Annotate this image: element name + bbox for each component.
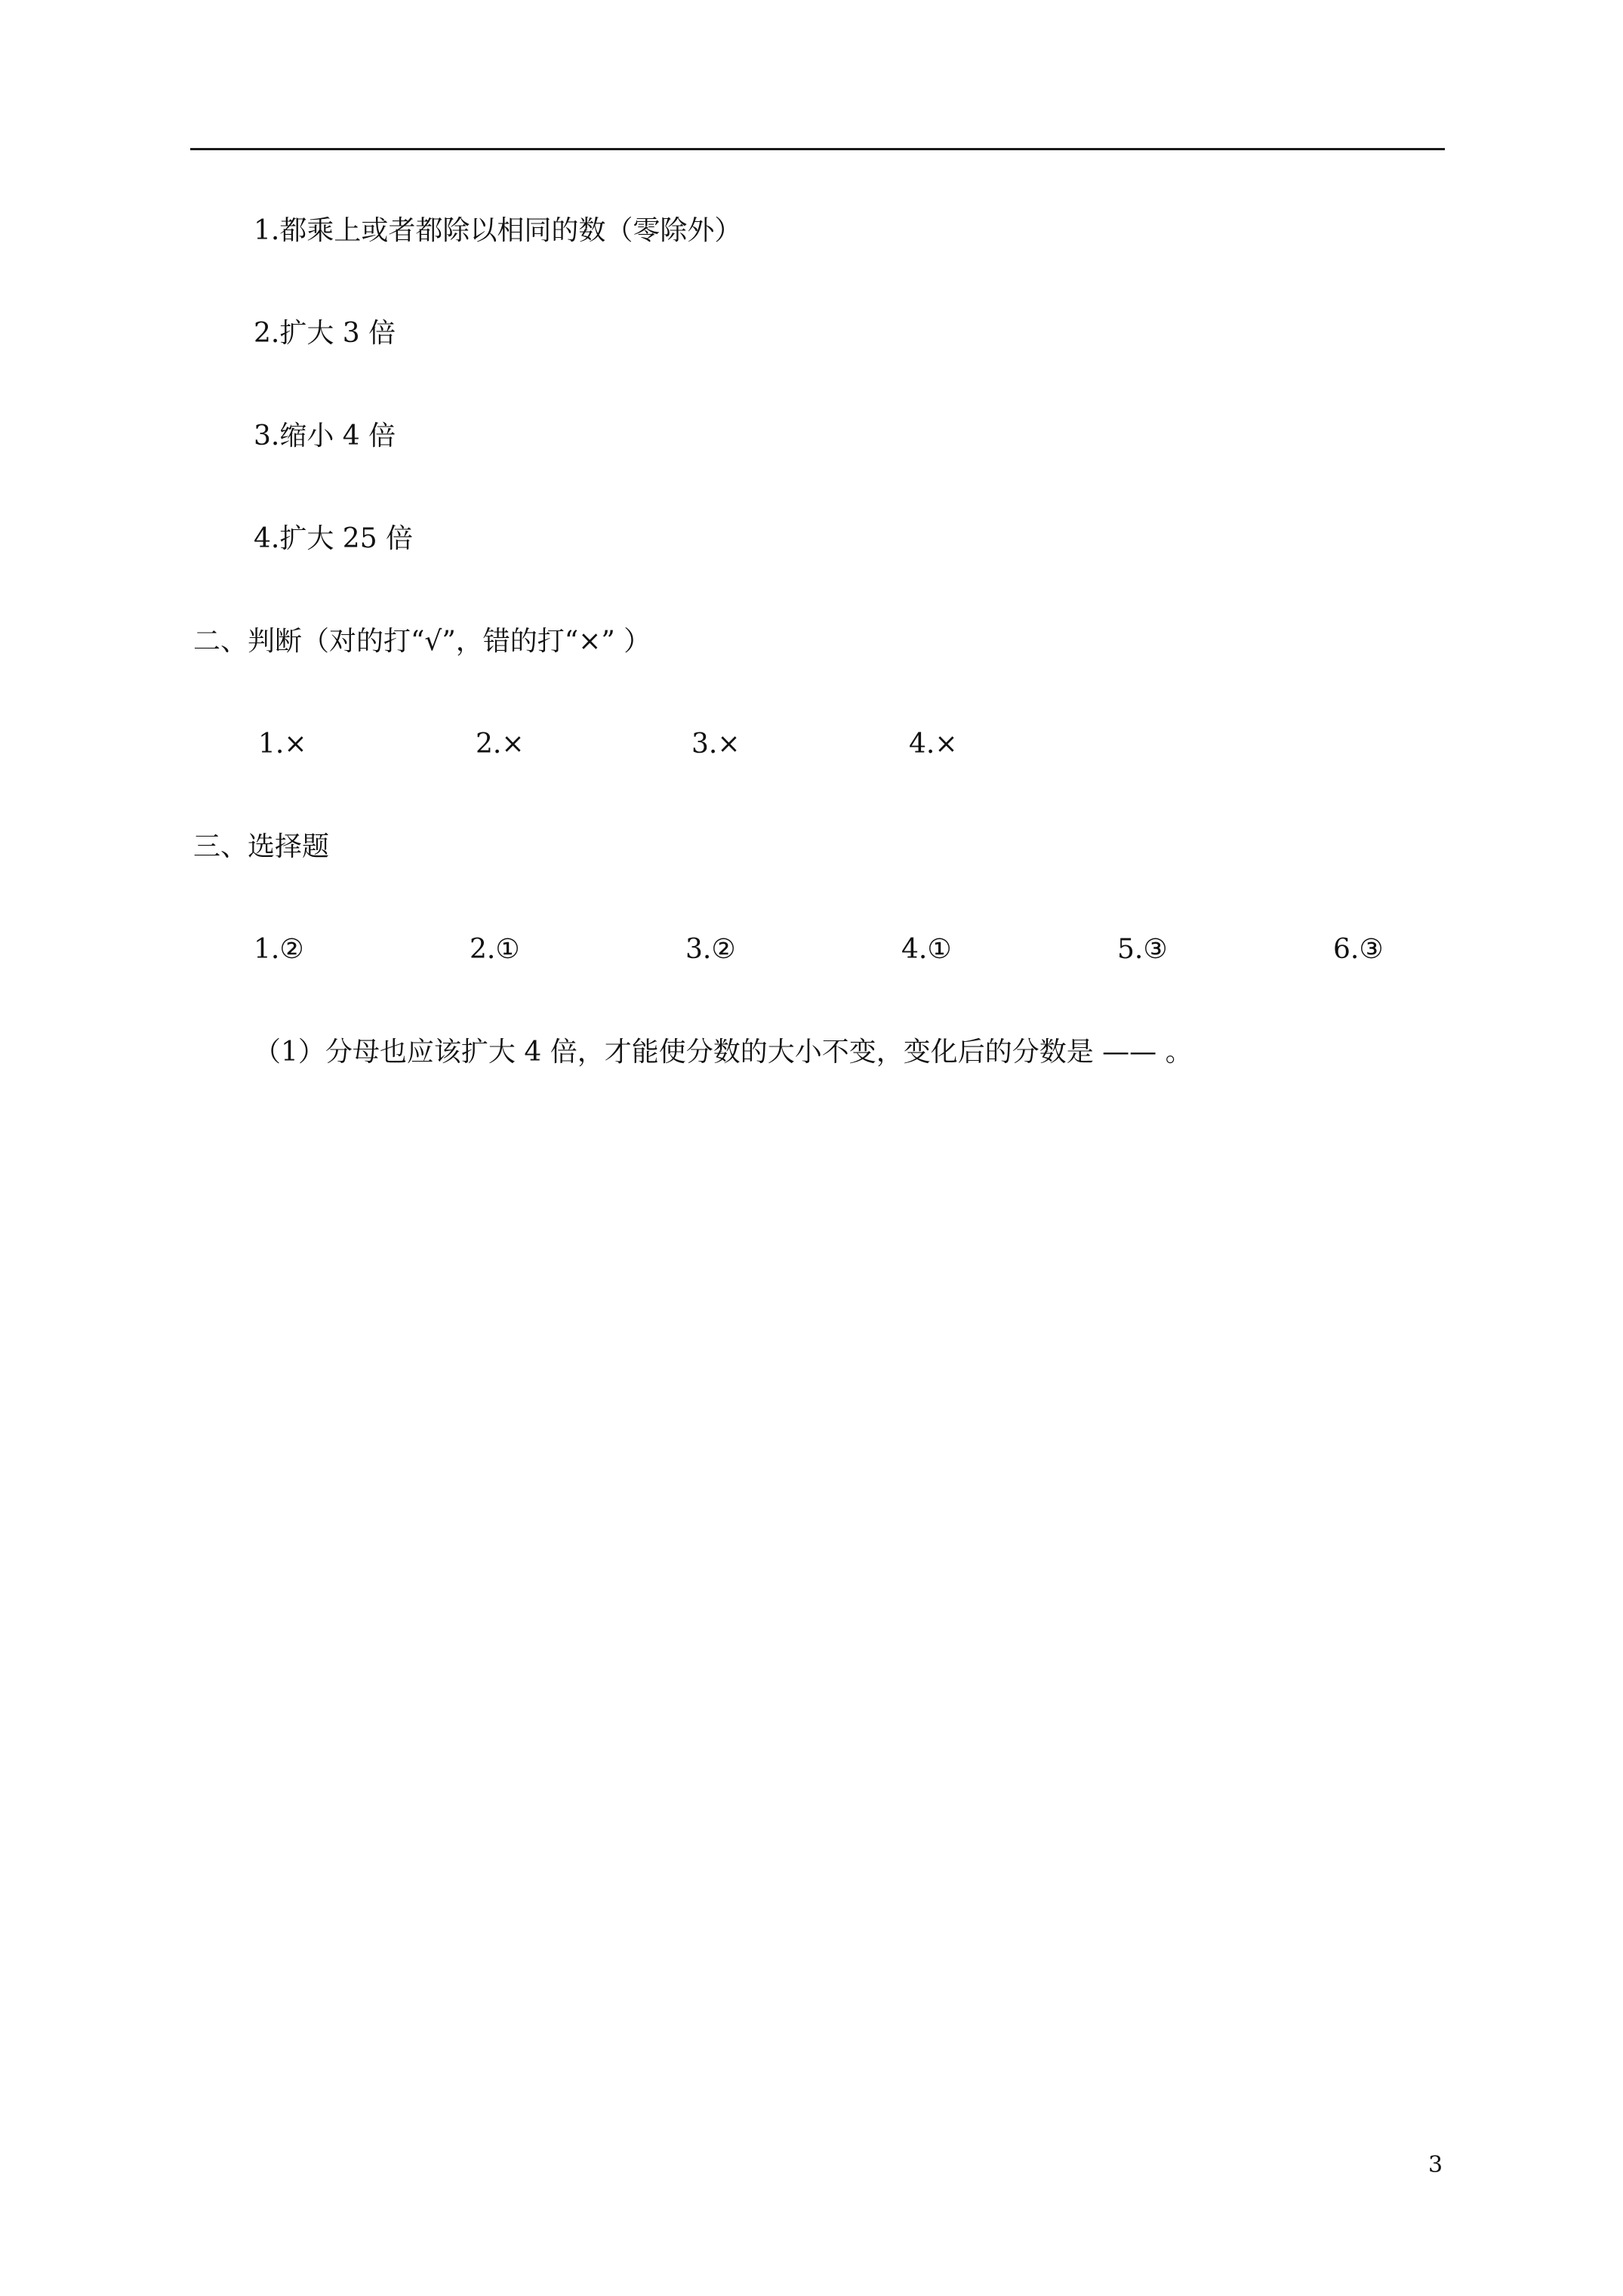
answer-line-1: 1.都乘上或者都除以相同的数（零除外） — [254, 215, 742, 246]
choice-answer-2: 2.① — [470, 934, 520, 965]
section-heading-judgement: 二、判断（对的打“√”，错的打“×” ） — [193, 626, 651, 657]
choice-answer-5: 5.③ — [1117, 934, 1168, 965]
choice-answer-1: 1.② — [254, 934, 304, 965]
choice-answer-3: 3.② — [685, 934, 736, 965]
section-heading-choice: 三、选择题 — [193, 831, 330, 862]
judgement-answer-1: 1.× — [258, 729, 307, 760]
choice-answer-6: 6.③ — [1333, 934, 1384, 965]
choice-answer-4: 4.① — [901, 934, 952, 965]
judgement-answer-3: 3.× — [691, 729, 741, 760]
answer-line-4: 4.扩大 25 倍 — [254, 523, 414, 554]
page-number: 3 — [1428, 2152, 1443, 2178]
explanation-note: （1）分母也应该扩大 4 倍，才能使分数的大小不变，变化后的分数是 —— 。 — [254, 1037, 1193, 1068]
judgement-answer-4: 4.× — [909, 729, 958, 760]
judgement-answer-2: 2.× — [476, 729, 525, 760]
answer-line-2: 2.扩大 3 倍 — [254, 318, 396, 349]
answer-line-3: 3.缩小 4 倍 — [254, 421, 396, 451]
header-rule — [190, 148, 1445, 150]
